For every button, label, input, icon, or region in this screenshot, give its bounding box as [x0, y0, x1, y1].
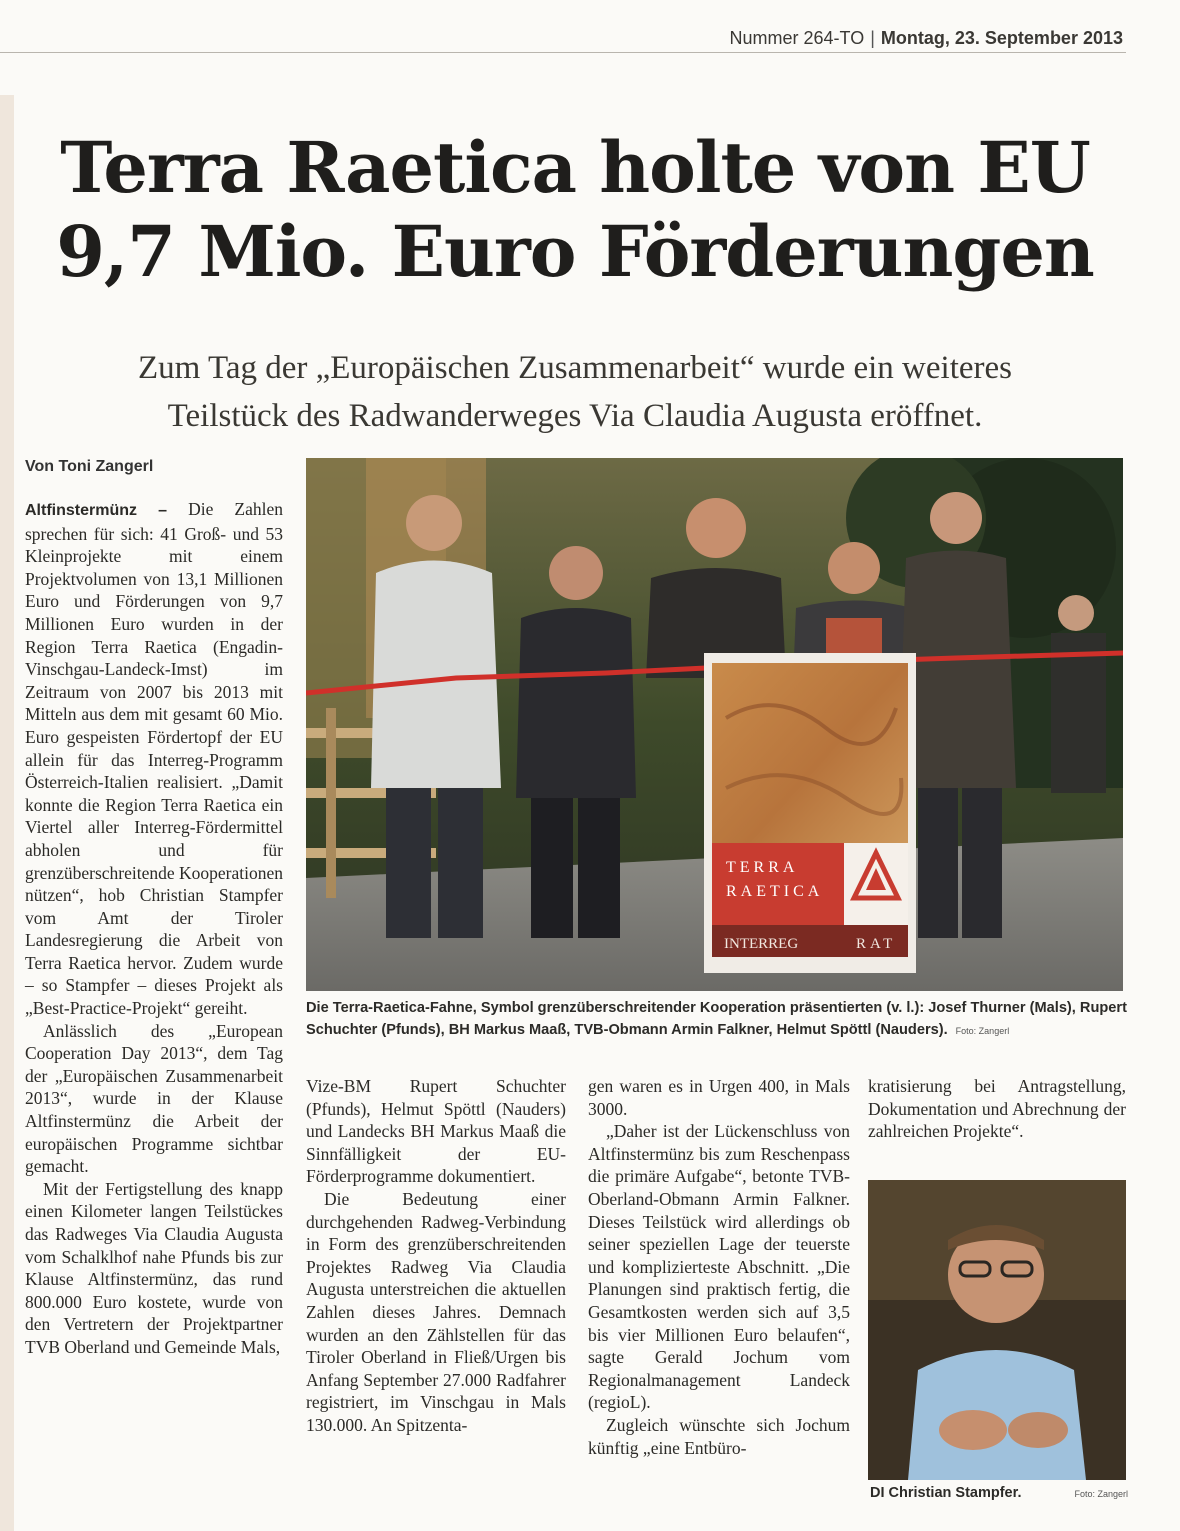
ribbon-cutting-photo: [306, 458, 1123, 991]
banner-text-interreg: INTERREG: [724, 936, 799, 952]
paragraph: Anlässlich des „European Cooperation Day 2013“, dem Tag der „Europäischen Zusammenarbeit 2013“, wurde in der Klause Altfinstermünz die Arbeit der europäischen Programme sichtbar gemacht.: [25, 1020, 283, 1177]
photo-credit: Foto: Zangerl: [955, 1026, 1010, 1036]
headline-line-2: 9,7 Mio. Euro Förderungen: [56, 210, 1094, 293]
photo-caption-text: Die Terra-Raetica-Fahne, Symbol grenzüberschreitender Kooperation präsentierten (v. l.): Josef Thurner (Mals), Rupert Schuchter (Pfunds), BH Markus Maaß, TVB-Obmann Armin Falkner, Helmut Spöttl (Nauders).: [306, 1000, 1127, 1038]
portrait-image: [868, 1180, 1126, 1480]
paragraph: [25, 498, 283, 1020]
scan-edge: [0, 95, 14, 1531]
headline-line-1: Terra Raetica holte von EU: [60, 126, 1090, 209]
paragraph: Mit der Fertigstellung des knapp einen Kilometer langen Teilstückes das Radweges Via Claudia Augusta vom Schalklhof nahe Pfunds bis zur Klause Altfinstermünz, das rund 800.000 Euro kostete, wurde von den Vertretern der Projektpartner TVB Oberland und Gemeinde Mals,: [25, 1178, 283, 1357]
issue-header: [730, 28, 1123, 49]
banner-text-terra: TERRA: [726, 859, 799, 876]
issue-number: Nummer 264-TO: [729, 28, 865, 48]
paragraph: kratisierung bei Antragstellung, Dokumentation und Abrechnung der zahlreichen Projekte“.: [868, 1076, 1126, 1142]
paragraph: gen waren es in Urgen 400, in Mals 3000.: [588, 1076, 850, 1119]
paragraph-text: Die Zahlen sprechen für sich: 41 Groß- und 53 Kleinprojekte mit einem Projektvolumen von 13,1 Millionen Euro und Förderungen von 9,7 Millionen Euro wurden in der Region Terra Raetica (Engadin-Vinschgau-Landeck-Imst) im Zeitraum von 2007 bis 2013 mit Mitteln aus dem mit gesamt 60 Mio. Euro gespeisten Fördertopf der EU allein für das Interreg-Programm Österreich-Italien realisiert. „Damit konnte die Region Terra Raetica ein Viertel aller Interreg-Fördermittel abholen und für grenzüberschreitende Kooperationen nützen“, hob Christian Stampfer vom Amt der Tiroler Landesregierung die Arbeit von Terra Raetica hervor. Zudem wurde – so Stampfer – dieses Projekt als „Best-Practice-Projekt“ gereiht.: [25, 499, 284, 1019]
portrait-photo: [868, 1180, 1126, 1480]
header-rule: [0, 52, 1126, 53]
subhead-line-2: Teilstück des Radwanderweges Via Claudia Augusta eröffnet.: [167, 398, 983, 434]
paragraph: „Daher ist der Lückenschluss von Altfinstermünz bis zum Reschenpass die primäre Aufgabe“, betonte TVB-Oberland-Obmann Armin Falkner. Dieses Teilstück wird allerdings ob seiner speziellen Lage der teuerste und komplizierteste Abschnitt. „Die Planungen sind praktisch fertig, die Gesamtkosten werden sich auf 3,5 bis vier Millionen Euro belaufen“, sagte Gerald Jochum vom Regionalmanagement Landeck (regioL).: [588, 1121, 850, 1413]
headline: [0, 126, 1150, 294]
article-column-4: [868, 1075, 1126, 1143]
portrait-caption-text: DI Christian Stampfer.: [870, 1485, 1022, 1501]
main-photo: [306, 458, 1123, 991]
photo-caption: [306, 997, 1128, 1042]
issue-date: Montag, 23. September 2013: [880, 28, 1123, 48]
terra-raetica-banner: [704, 653, 916, 973]
article-column-2: [306, 1075, 566, 1437]
article-column-3: [588, 1075, 850, 1459]
portrait-credit: Foto: Zangerl: [1074, 1489, 1128, 1499]
subheadline: [40, 344, 1110, 440]
header-separator: |: [870, 28, 875, 48]
dateline: Altfinstermünz –: [25, 502, 168, 519]
banner-text-raetica: RAETICA: [726, 883, 824, 900]
byline: Von Toni Zangerl: [25, 458, 154, 475]
banner-text-rat: RAT: [856, 936, 897, 952]
subhead-line-1: Zum Tag der „Europäischen Zusammenarbeit“ wurde ein weiteres: [138, 350, 1012, 386]
paragraph: Die Bedeutung einer durchgehenden Radweg-Verbindung in Form des grenzüberschreitenden Projektes Radweg Via Claudia Augusta unterstreichen die aktuellen Zahlen dieses Jahres. Demnach wurden an den Zählstellen für das Tiroler Oberland in Fließ/Urgen bis Anfang September 27.000 Radfahrer registriert, im Vinschgau in Mals 130.000. An Spitzenta-: [306, 1188, 566, 1435]
paragraph: Vize-BM Rupert Schuchter (Pfunds), Helmut Spöttl (Nauders) und Landecks BH Markus Maaß die Sinnfälligkeit der EU-Förderprogramme dokumentiert.: [306, 1076, 566, 1187]
paragraph: Zugleich wünschte sich Jochum künftig „eine Entbüro-: [588, 1414, 850, 1458]
portrait-caption: [870, 1485, 1128, 1501]
article-column-1: [25, 498, 283, 1359]
